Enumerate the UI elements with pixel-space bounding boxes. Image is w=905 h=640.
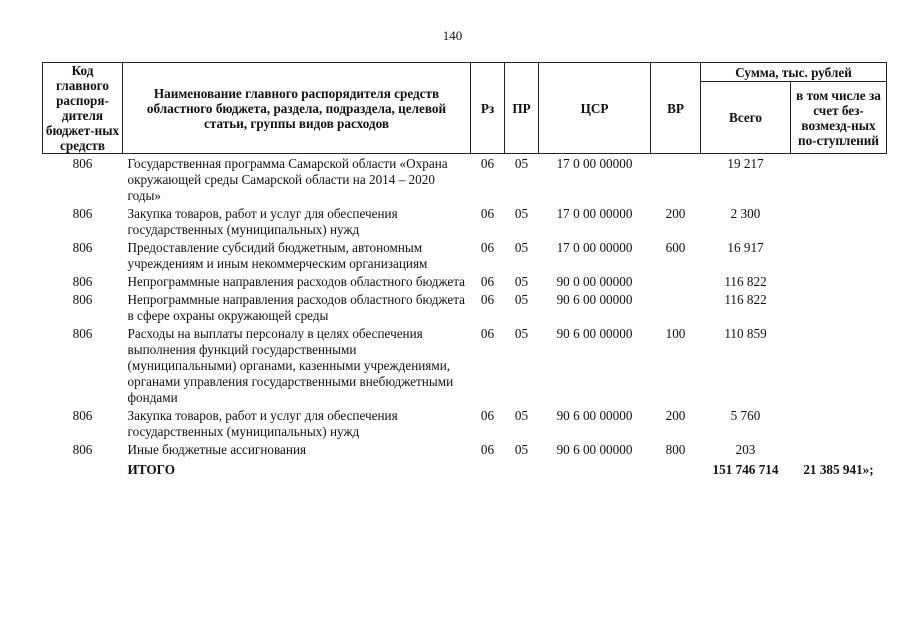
header-incl: в том числе за счет без-возмезд-ных по-ступлений — [791, 82, 887, 154]
header-pr: ПР — [505, 63, 539, 154]
page-number: 140 — [442, 28, 463, 43]
header-csr: ЦСР — [539, 63, 651, 154]
table-row: 806 Расходы на выплаты персоналу в целях обеспечения выполнения функций государственными (муниципальными) органами, казенными учреждениями, органами управления государственными внебюджетными фондами 06 05 90 6 00 00000 100 110 859 — [72, 326, 767, 405]
table-row: 806 Непрограммные направления расходов областного бюджета 06 05 90 0 00 00000 116 822 — [72, 274, 767, 289]
grand-total: 151 746 714 — [712, 462, 779, 477]
header-code: Код главного распоря-дителя бюджет-ных средств — [43, 63, 123, 154]
table-row: 806 Государственная программа Самарской области «Охрана окружающей среды Самарской области на 2014 – 2020 годы» 06 05 17 0 00 00000 19 217 — [72, 156, 764, 203]
budget-table — [42, 62, 887, 478]
total-row — [43, 458, 887, 478]
table-row: 806 Закупка товаров, работ и услуг для обеспечения государственных (муниципальных) нужд 06 05 17 0 00 00000 200 2 300 — [72, 206, 761, 237]
table-row: 806 Иные бюджетные ассигнования 06 05 90 6 00 00000 800 203 — [72, 442, 756, 457]
table-row: 806 Закупка товаров, работ и услуг для обеспечения государственных (муниципальных) нужд 06 05 90 6 00 00000 200 5 760 — [72, 408, 761, 439]
header-vr: ВР — [651, 63, 701, 154]
grand-total-incl: 21 385 941»; — [803, 462, 874, 477]
header-rz: Рз — [471, 63, 505, 154]
table-row: 806 Непрограммные направления расходов областного бюджета в сфере охраны окружающей среды 06 05 90 6 00 00000 116 822 — [72, 292, 767, 323]
total-label: ИТОГО — [127, 462, 175, 477]
header-total: Всего — [701, 82, 791, 154]
header-name: Наименование главного распорядителя средств областного бюджета, раздела, подраздела, целевой статьи, группы видов расходов — [123, 63, 471, 154]
table-row: 806 Предоставление субсидий бюджетным, автономным учреждениям и иным некоммерческим организациям 06 05 17 0 00 00000 600 16 917 — [72, 240, 764, 271]
header-sum: Сумма, тыс. рублей — [701, 63, 887, 82]
